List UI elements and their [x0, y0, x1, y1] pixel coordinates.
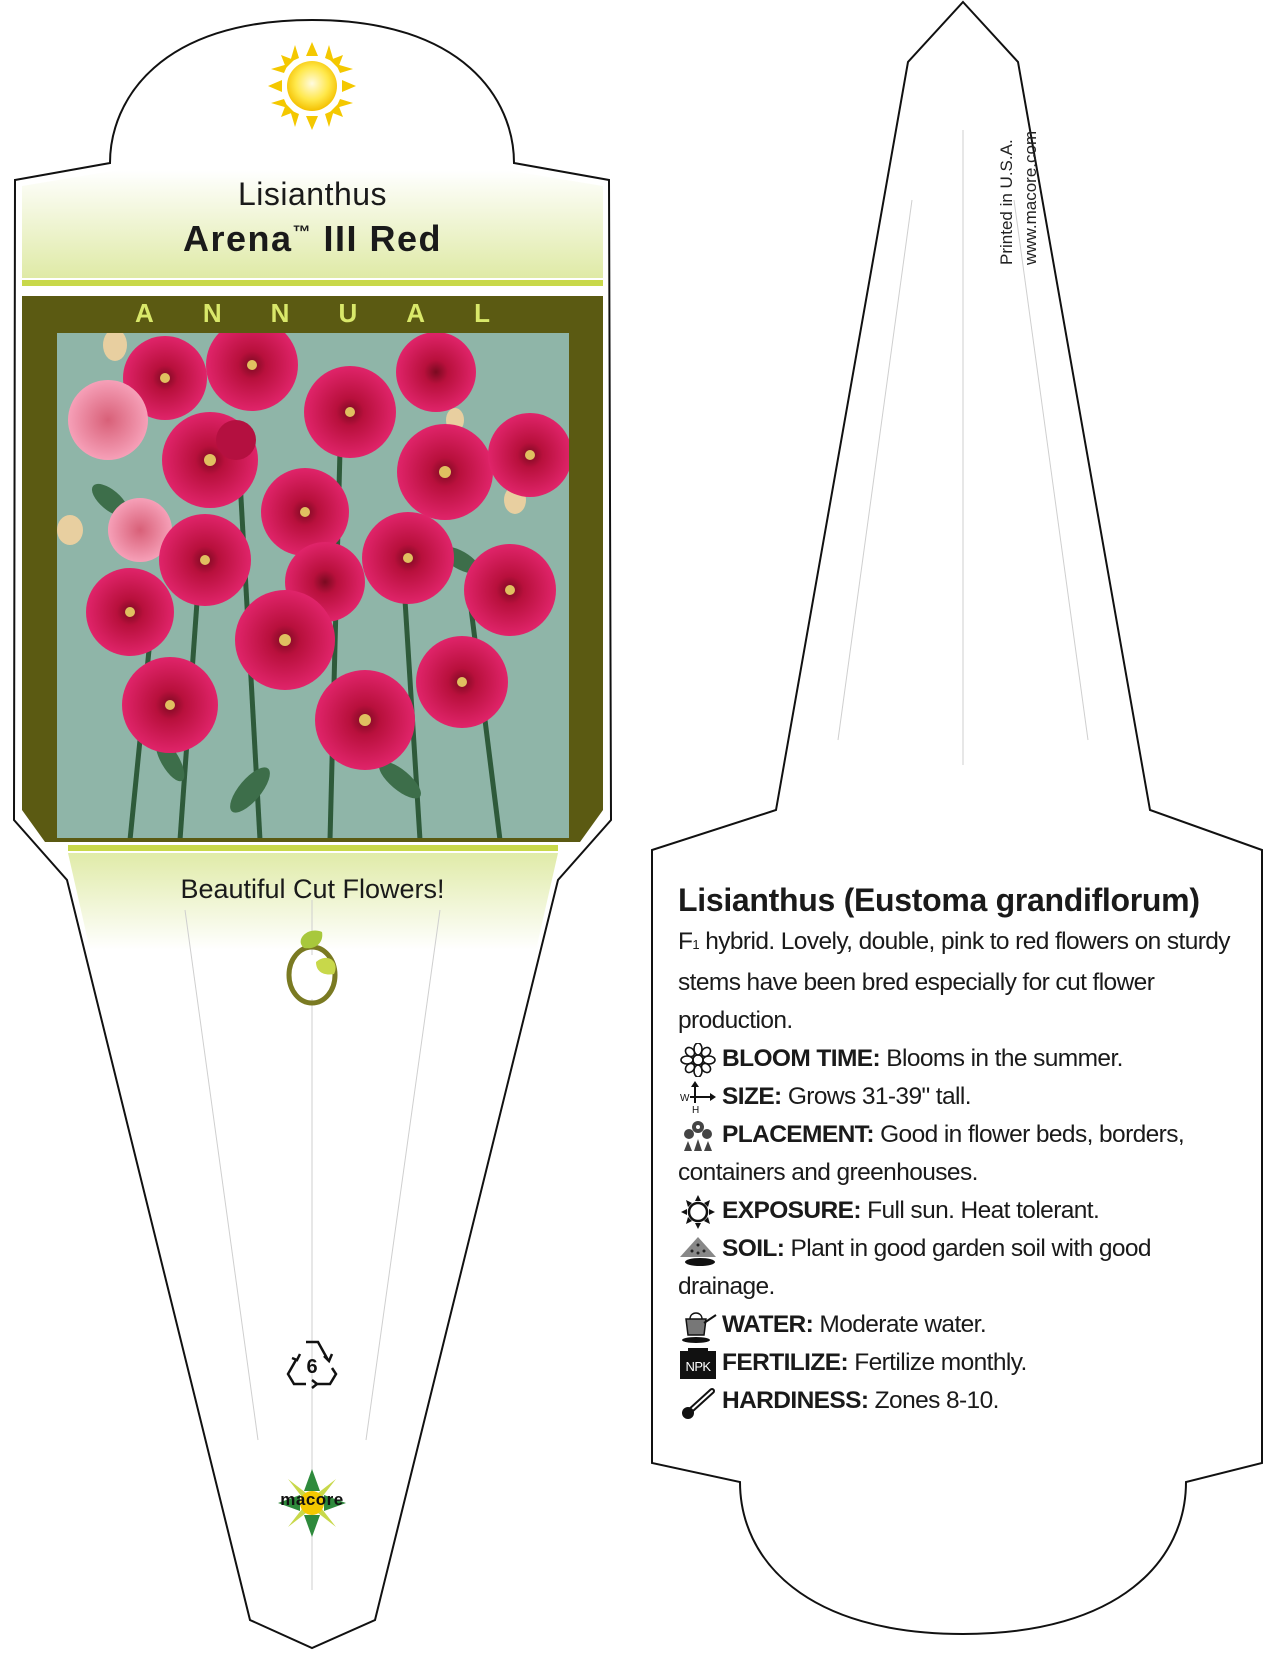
- plant-name: Lisianthus: [237, 176, 388, 212]
- variety-name: [20, 218, 605, 260]
- hybrid-subscript: 1: [692, 937, 700, 952]
- fertilize-label: FERTILIZE:: [722, 1349, 849, 1376]
- placement-label: PLACEMENT:: [722, 1121, 874, 1148]
- soil-row: [678, 1230, 1253, 1306]
- website-label: www.macore.com: [1021, 130, 1040, 265]
- printed-in-label: Printed in U.S.A.: [997, 139, 1016, 265]
- intro-body: hybrid. Lovely, double, pink to red flowers on sturdy stems have been bred especially for cut flower production.: [678, 928, 1230, 1034]
- intro-text: [678, 923, 1253, 1040]
- botanical-heading: Lisianthus (Eustoma grandiflorum): [678, 882, 1200, 918]
- plant-details: [678, 882, 1253, 1420]
- size-icon: [678, 1081, 718, 1115]
- npk-text: NPK: [685, 1358, 711, 1374]
- category-label: [40, 298, 585, 329]
- exposure-row: [678, 1192, 1253, 1230]
- soil-label: SOIL:: [722, 1235, 785, 1262]
- exposure-value: Full sun. Heat tolerant.: [860, 1197, 1100, 1224]
- category-letter: A: [406, 298, 426, 328]
- placement-value: Good in flower beds, borders, containers and greenhouses.: [678, 1121, 1185, 1186]
- category-letter: N: [202, 298, 222, 328]
- soil-icon: [678, 1233, 718, 1267]
- category-letter: U: [338, 298, 358, 328]
- category-letter: A: [135, 298, 154, 328]
- brand-name: macore: [280, 1490, 344, 1509]
- placement-row: [678, 1116, 1253, 1192]
- category-letter: N: [270, 298, 290, 328]
- sun-icon: [678, 1195, 718, 1229]
- placement-icon: [678, 1119, 718, 1153]
- trademark-symbol: ™: [292, 222, 312, 242]
- fertilize-row: [678, 1344, 1253, 1382]
- size-row: [678, 1078, 1253, 1116]
- flower-icon: [678, 1043, 718, 1077]
- print-info: [995, 85, 1055, 265]
- size-w-letter: W: [680, 1092, 689, 1104]
- sun-icon: [268, 42, 356, 130]
- thermometer-icon: [678, 1385, 718, 1419]
- recycle-number: 6: [306, 1356, 318, 1378]
- water-value: Moderate water.: [813, 1311, 987, 1338]
- category-letter: L: [474, 298, 490, 328]
- hybrid-f: F: [678, 928, 693, 955]
- variety-name-main: Arena: [182, 218, 293, 259]
- npk-icon: [678, 1347, 718, 1381]
- hardiness-label: HARDINESS:: [722, 1387, 869, 1414]
- bloom-time-row: [678, 1040, 1253, 1078]
- bloom-time-label: BLOOM TIME:: [722, 1045, 881, 1072]
- size-value: Grows 31-39" tall.: [781, 1083, 971, 1110]
- variety-name-rest: III Red: [312, 218, 443, 259]
- bloom-time-value: Blooms in the summer.: [880, 1045, 1123, 1072]
- exposure-label: EXPOSURE:: [722, 1197, 861, 1224]
- water-label: WATER:: [722, 1311, 814, 1338]
- hardiness-value: Zones 8-10.: [868, 1387, 999, 1414]
- size-h-letter: H: [692, 1104, 699, 1115]
- soil-value: Plant in good garden soil with good drainage.: [678, 1235, 1151, 1300]
- size-label: SIZE:: [722, 1083, 782, 1110]
- fertilize-value: Fertilize monthly.: [848, 1349, 1027, 1376]
- hardiness-row: [678, 1382, 1253, 1420]
- watering-can-icon: [678, 1309, 718, 1343]
- tagline: Beautiful Cut Flowers!: [180, 874, 445, 904]
- water-row: [678, 1306, 1253, 1344]
